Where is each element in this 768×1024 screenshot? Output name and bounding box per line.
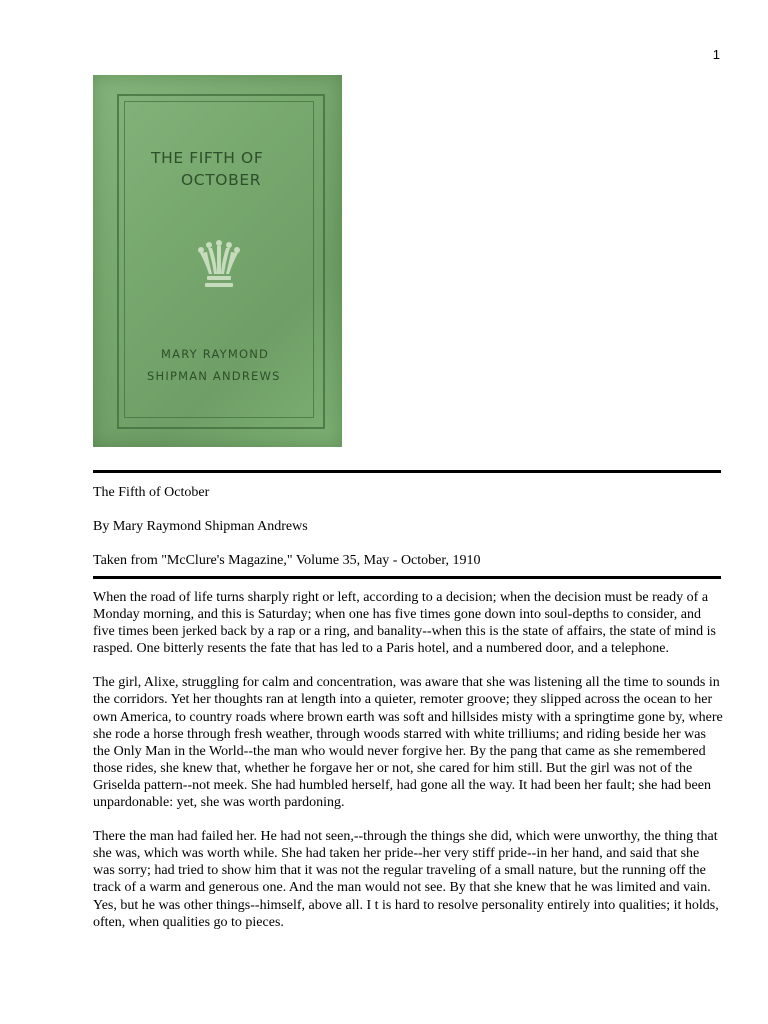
cover-title-line-2: OCTOBER (181, 171, 262, 189)
story-byline: By Mary Raymond Shipman Andrews (93, 519, 308, 534)
paragraph: When the road of life turns sharply right or left, according to a decision; when the decision must be ready of a Monday morning, and this is Saturday; when one has five times gone down into soul-depths to consider, and five times been jerked back by a rap or a ring, and banality--when this is the state of affairs, the state of mind is rasped. One bitterly resents the fate that has led to a Paris hotel, and a numbered door, and a telephone. (93, 590, 716, 657)
cover-title (133, 147, 308, 191)
paragraph: There the man had failed her. He had not seen,--through the things she did, which were unworthy, the thing that she was, which was worth while. She had taken her pride--her very stiff pride--in her hand, and said that she was sorry; had tried to show him that it was not the regular traveling of a small nature, but the running off the track of a warm and generous one. And the man would not see. By that she knew that he was limited and vain. Yes, but he was other things--himself, above all. I t is hard to resolve personality entirely into qualities; it holds, often, when qualities go to pieces. (93, 829, 719, 930)
cover-author-line-1: MARY RAYMOND (161, 347, 270, 361)
crown-icon (197, 240, 241, 296)
story-body (93, 589, 723, 948)
top-divider (93, 470, 721, 473)
book-cover-image (93, 75, 342, 447)
bottom-divider (93, 576, 721, 579)
story-source: Taken from "McClure's Magazine," Volume 35, May - October, 1910 (93, 553, 481, 568)
cover-author (133, 343, 308, 387)
cover-title-line-1: THE FIFTH OF (151, 149, 264, 167)
page-number: 1 (712, 47, 720, 62)
cover-author-line-2: SHIPMAN ANDREWS (147, 369, 281, 383)
story-title: The Fifth of October (93, 485, 210, 500)
paragraph: The girl, Alixe, struggling for calm and concentration, was aware that she was listening all the time to sounds in the corridors. Yet her thoughts ran at length into a quieter, remoter groove; they slipped across the ocean to her own America, to country roads where brown earth was soft and hillsides misty with a springtime gone by, where she rode a horse through fresh weather, through woods starred with white trilliums; and riding beside her was the Only Man in the World--the man who would never forgive her. By the pang that came as she remembered those rides, she knew that, whether he forgave her or not, she cared for him still. But the girl was not of the Griselda pattern--not meek. She had humbled herself, had gone all the way. It had been her fault; she had been unpardonable: yet, she was worth pardoning. (93, 675, 723, 811)
